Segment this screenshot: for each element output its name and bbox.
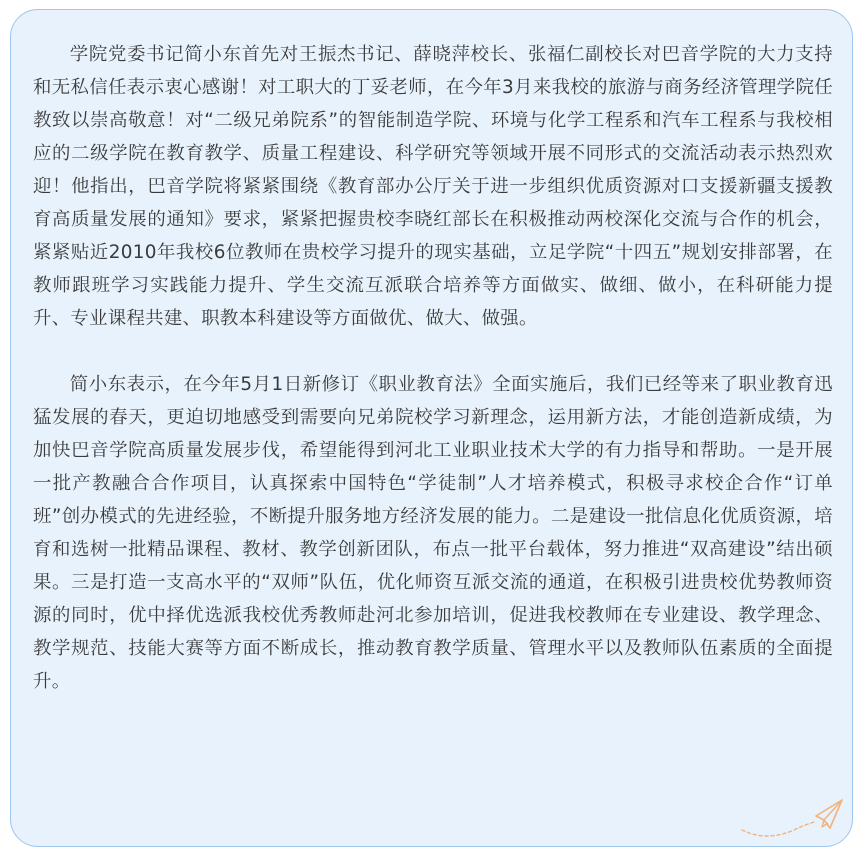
paper-plane-icon — [738, 794, 846, 838]
paragraph-1: 学院党委书记简小东首先对王振杰书记、薛晓萍校长、张福仁副校长对巴音学院的大力支持和无私信任表示衷心感谢！对工职大的丁妥老师，在今年3月来我校的旅游与商务经济管理学院任教致以崇高敬意！对“二级兄弟院系”的智能制造学院、环境与化学工程系和汽车工程系与我校相应的二级学院在教育教学、质量工程建设、科学研究等领域开展不同形式的交流活动表示热烈欢迎！他指出，巴音学院将紧紧围绕《教育部办公厅关于进一步组织优质资源对口支援新疆支援教育高质量发展的通知》要求，紧紧把握贵校李晓红部长在积极推动两校深化交流与合作的机会，紧紧贴近2010年我校6位教师在贵校学习提升的现实基础，立足学院“十四五”规划安排部署，在教师跟班学习实践能力提升、学生交流互派联合培养等方面做实、做细、做小，在科研能力提升、专业课程共建、职教本科建设等方面做优、做大、做强。 — [33, 44, 833, 329]
paragraph-2: 简小东表示，在今年5月1日新修订《职业教育法》全面实施后，我们已经等来了职业教育迅猛发展的春天，更迫切地感受到需要向兄弟院校学习新理念，运用新方法，才能创造新成绩，为加快巴音学院高质量发展步伐，希望能得到河北工业职业技术大学的有力指导和帮助。一是开展一批产教融合合作项目，认真探索中国特色“学徒制”人才培养模式，积极寻求校企合作“订单班”创办模式的先进经验，不断提升服务地方经济发展的能力。二是建设一批信息化优质资源，培育和选树一批精品课程、教材、教学创新团队，布点一批平台载体，努力推进“双高建设”结出硕果。三是打造一支高水平的“双师”队伍，优化师资互派交流的通道，在积极引进贵校优势教师资源的同时，优中择优选派我校优秀教师赴河北参加培训，促进我校教师在专业建设、教学理念、教学规范、技能大赛等方面不断成长，推动教育教学质量、管理水平以及教师队伍素质的全面提升。 — [33, 374, 833, 692]
article-body — [33, 38, 833, 698]
paragraph-spacer — [33, 335, 833, 368]
article-card — [10, 9, 853, 847]
